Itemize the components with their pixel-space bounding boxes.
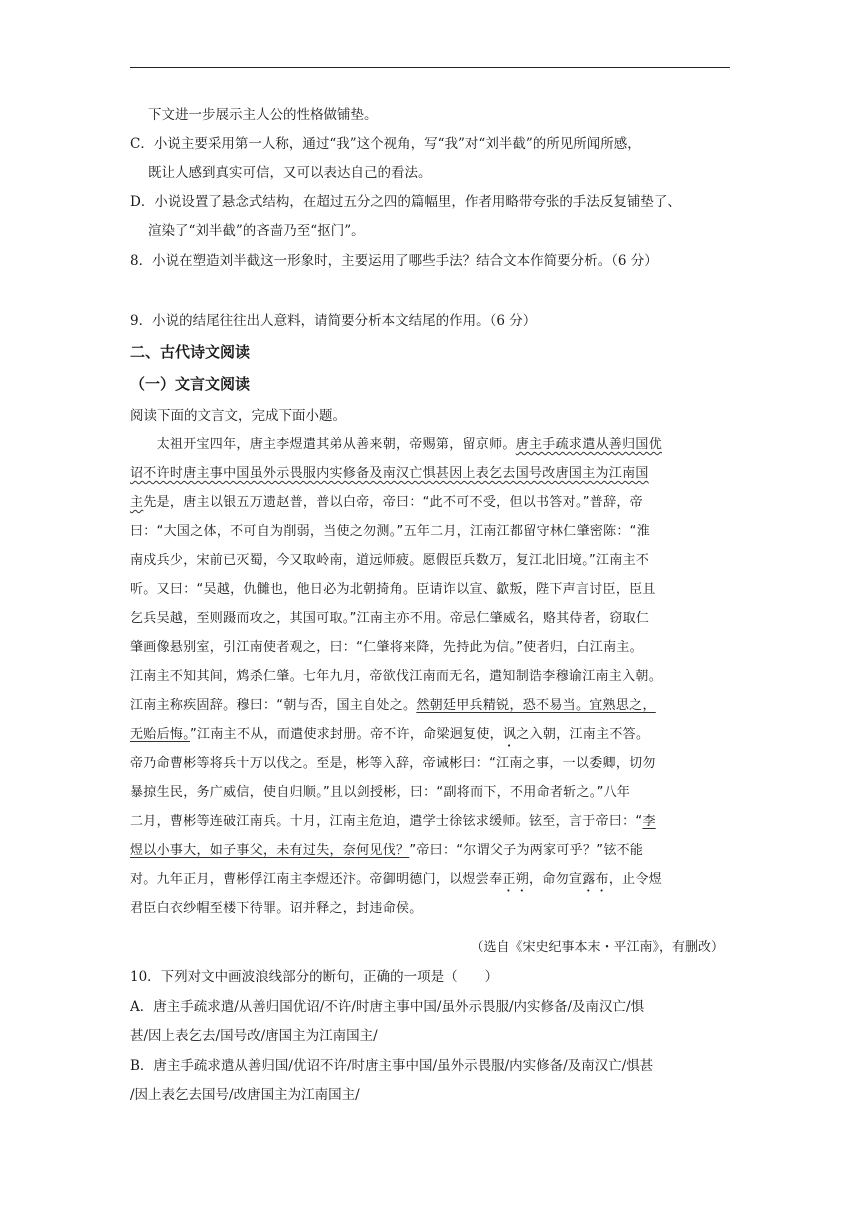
passage-line [130,841,643,861]
wavy-underlined-text: 诏不许时唐主事中国虽外示畏服内实修备及南汉亡惧甚因上表乞去国号改唐国主为江南国 [130,466,649,481]
header-rule [130,67,730,68]
dotted-emphasis-text: 讽 [502,727,517,742]
passage-text: 对。九年正月，曹彬俘江南主李煜还汴。帝御明德门，以煜尝奉 [130,872,503,887]
passage-line: 乞兵吴越，至则蹑而攻之，其国可取。”江南主亦不用。帝忌仁肇威名，赂其侍者，窃取仁 [130,611,650,626]
passage-source: （选自《宋史纪事本末・平江南》，有删改） [470,940,724,955]
dotted-emphasis-text: 露布 [582,872,609,887]
passage-line [130,435,662,455]
underlined-text: 无贻后悔。 [130,727,191,742]
passage-line: 南戍兵少，宋前已灭蜀，今又取岭南，道远师疲。愿假臣兵数万，复江北旧境。”江南主不 [130,553,650,568]
passage-text: 二月，曹彬等连破江南兵。十月，江南主危迫，遣学士徐铉求缓师。铉至，言于帝曰：“ [130,814,643,829]
underlined-text: 煜以小事大，如子事父，未有过失，奈何见伐？ [130,843,410,858]
passage-line: 江南主不知其间，鸩杀仁肇。七年九月，帝欲伐江南而无名，遣知制诰李穆谕江南主入朝。 [130,669,663,684]
passage-text: 先是，唐主以银五万遗赵普，普以白帝，帝曰：“此不可不受，但以书答对。”普辞，帝 [143,495,643,510]
passage-text: 太祖开宝四年，唐主李煜遣其弟从善来朝，帝赐第，留京师。 [130,437,516,452]
option-d-line2: 渲染了“刘半截”的吝啬乃至“抠门”。 [148,223,365,239]
reading-instruction: 阅读下面的文言文，完成下面小题。 [130,408,346,424]
wavy-underlined-text: 主 [130,495,144,510]
option-c-line2: 既让人感到真实可信，又可以表达自己的看法。 [148,165,432,181]
option-d-line1: D．小说设置了悬念式结构，在超过五分之四的篇幅里，作者用略带夸张的手法反复铺垫了、 [130,194,681,210]
passage-line: 听。又曰：“吴越，仇雠也，他日必为北朝掎角。臣请诈以宣、歙叛，陛下声言讨臣，臣且 [130,582,656,597]
question-10-stem: 10．下列对文中画波浪线部分的断句，正确的一项是（ ） [130,969,499,985]
passage-line [130,696,656,716]
passage-text: ，止令煜 [608,872,663,887]
passage-line [130,870,662,895]
option-b-continuation: 下文进一步展示主人公的性格做铺垫。 [148,107,378,123]
passage-line: 肇画像悬别室，引江南使者观之，曰：“仁肇将来降，先持此为信。”使者归，白江南主。 [130,640,643,655]
passage-line: 曰：“大国之体，不可自为削弱，当使之勿测。”五年二月，江南江都留守林仁肇密陈：“淮 [130,524,651,539]
underlined-text: 李 [642,814,656,829]
passage-text: ”帝曰：“尔谓父子为两家可乎？”铉不能 [409,843,644,858]
option-b-line1: B．唐主手疏求遣从善归国/优诏不许/时唐主事中国/虽外示畏服/内实修备/及南汉亡/惧甚 [130,1058,654,1074]
option-c-line1: C．小说主要采用第一人称，通过“我”这个视角，写“我”对“刘半截”的所见所闻所感， [130,136,641,152]
passage-line [130,725,649,750]
passage-text: 江南主称疾固辞。穆曰：“朝与否，国主自处之。 [130,698,417,713]
question-9: 9．小说的结尾往往出人意料，请简要分析本文结尾的作用。（6 分） [130,313,537,329]
passage-line [130,464,649,484]
passage-text: ，命勿宣 [529,872,583,887]
option-a-line2: 甚/因上表乞去/国号改/唐国主为江南国主/ [130,1028,378,1044]
passage-text: ”江南主不从，而遣使求封册。帝不许，命梁迥复使， [190,727,503,742]
question-8: 8．小说在塑造刘半截这一形象时，主要运用了哪些手法？结合文本作简要分析。（6 分） [130,253,658,269]
section-heading-classical: 二、古代诗文阅读 [130,343,251,361]
passage-line [130,493,643,513]
option-b-line2: /因上表乞去国号/改唐国主为江南国主/ [130,1087,360,1103]
underlined-text: 然朝廷甲兵精锐，恐不易当。宜熟思之， [416,698,656,713]
passage-text: 之入朝，江南主不答。 [516,727,650,742]
passage-line [130,812,656,832]
passage-line: 帝乃命曹彬等将兵十万以伐之。至是，彬等入辞，帝诫彬曰：“江南之事，一以委卿，切勿 [130,756,656,771]
option-a-line1: A．唐主手疏求遣/从善归国优诏/不许/时唐主事中国/虽外示畏服/内实修备/及南汉亡/惧 [130,999,645,1015]
passage-line: 暴掠生民，务广威信，使自归顺。”且以剑授彬，曰：“副将而下，不用命者斩之。”八年 [130,785,631,800]
dotted-emphasis-text: 正朔 [502,872,530,887]
passage-line: 君臣白衣纱帽至楼下待罪。诏并释之，封违命侯。 [130,901,423,916]
subsection-heading-wenyan: （一）文言文阅读 [130,375,251,393]
wavy-underlined-text: 唐主手疏求遣从善归国优 [515,437,663,452]
